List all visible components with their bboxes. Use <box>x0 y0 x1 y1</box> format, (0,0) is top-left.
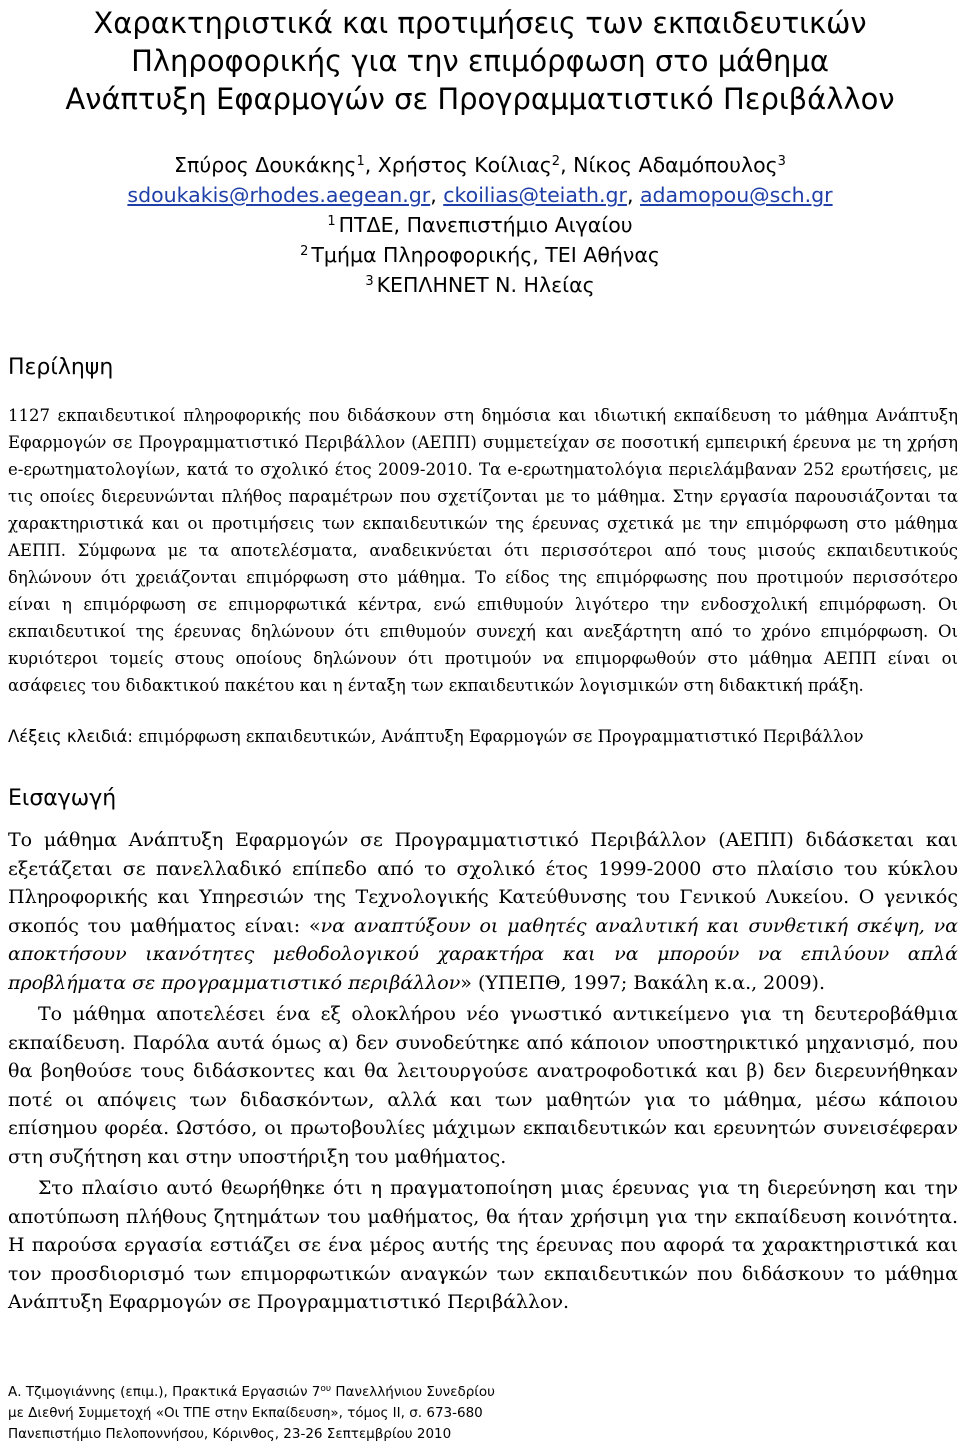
intro-paragraph-2: Το μάθημα αποτελέσει ένα εξ ολοκλήρου νέο γνωστικό αντικείμενο για τη δευτεροβάθμια εκπαίδευση. Παρόλα αυτά όμως α) δεν συνοδεύτηκε από κάποιον υποστηρικτικό μηχανισμό, που θα βοηθούσε τους διδάσκοντες και θα λειτουργούσε ανατροφοδοτικά και β) δεν διερευνήθηκαν ποτέ οι απόψεις των διδασκόντων, αλλά και των μαθητών για το μάθημα, μέσω κάποιου επίσημου φορέα. Ωστόσο, οι πρωτοβουλίες μάχιμων εκπαιδευτικών και ερευνητών συνεισέφεραν στη συζήτηση και στην υποστήριξη του μαθήματος. <box>8 1003 958 1168</box>
introduction-heading: Εισαγωγή <box>8 786 117 811</box>
footer-ordinal: ου <box>320 1384 332 1394</box>
author-name: Νίκος Αδαμόπουλος <box>573 153 778 177</box>
affiliation-mark: 3 <box>365 274 374 289</box>
affiliation-text: ΚΕΠΛΗΝΕΤ Ν. Ηλείας <box>376 273 595 297</box>
paper-title <box>0 4 960 118</box>
title-line: Χαρακτηριστικά και προτιμήσεις των εκπαιδευτικών <box>93 6 867 40</box>
abstract-text: 1127 εκπαιδευτικοί πληροφορικής που διδάσκουν στη δημόσια και ιδιωτική εκπαίδευση το μάθημα Ανάπτυξη Εφαρμογών σε Προγραμματιστικό Περιβάλλον (ΑΕΠΠ) συμμετείχαν σε ποσοτική εμπειρική έρευνα με τη χρήση e-ερωτηματολογίων, κατά το σχολικό έτος 2009-2010. Τα e-ερωτηματολόγια περιελάμβαναν 252 ερωτήσεις, με τις οποίες διερευνώνται πλήθος παραμέτρων που σχετίζονται με το μάθημα. Στην εργασία παρουσιάζονται τα χαρακτηριστικά και οι προτιμήσεις των εκπαιδευτικών της έρευνας σχετικά με την επιμόρφωση στο μάθημα ΑΕΠΠ. Σύμφωνα με τα αποτελέσματα, αναδεικνύεται ότι περισσότεροι από τους μισούς εκπαιδευτικούς δηλώνουν ότι χρειάζονται επιμόρφωση στο μάθημα. Το είδος της επιμόρφωσης που προτιμούν περισσότερο είναι η επιμόρφωση σε επιμορφωτικά κέντρα, ενώ επιθυμούν λιγότερο την ενδοσχολική επιμόρφωση. Οι εκπαιδευτικοί της έρευνας δηλώνουν ότι επιθυμούν συνεχή και ανεξάρτητη από το χρόνο επιμόρφωση. Οι κυριότεροι τομείς στους οποίους δηλώνουν ότι προτιμούν να επιμορφωθούν στο μάθημα ΑΕΠΠ είναι οι ασάφειες του διδακτικού πακέτου και η ένταξη των εκπαιδευτικών λογισμικών στη διδακτική πράξη. <box>8 406 958 695</box>
keywords-label: Λέξεις κλειδιά: <box>8 727 133 746</box>
affiliation <box>0 210 960 240</box>
author-name: Σπύρος Δουκάκης <box>174 153 357 177</box>
proceedings-footer <box>8 1382 958 1445</box>
affiliation <box>0 270 960 300</box>
footer-line: με Διεθνή Συμμετοχή «Οι ΤΠΕ στην Εκπαίδευση», τόμος ΙΙ, σ. 673-680 <box>8 1405 483 1421</box>
keywords-line <box>8 723 958 750</box>
intro-paragraph-3: Στο πλαίσιο αυτό θεωρήθηκε ότι η πραγματοποίηση μιας έρευνας για τη διερεύνηση και την αποτύπωση πλήθους ζητημάτων του μαθήματος, θα ήταν χρήσιμη για την εκπαίδευση κοινότητα. Η παρούσα εργασία εστιάζει σε ένα μέρος αυτής της έρευνας που αφορά τα χαρακτηριστικά και τον προσδιορισμό των επιμορφωτικών αναγκών των εκπαιδευτικών που διδάσκουν το μάθημα Ανάπτυξη Εφαρμογών σε Προγραμματιστικό Περιβάλλον. <box>8 1177 958 1313</box>
abstract-heading: Περίληψη <box>8 355 114 380</box>
intro-p1-citation: » (ΥΠΕΠΘ, 1997; Βακάλη κ.α., 2009). <box>460 971 825 994</box>
author-block <box>0 150 960 300</box>
author-separator: , <box>364 153 378 177</box>
author-emails <box>0 180 960 210</box>
affiliation-text: Τμήμα Πληροφορικής, ΤΕΙ Αθήνας <box>311 243 660 267</box>
title-line: Πληροφορικής για την επιμόρφωση στο μάθημα <box>131 44 829 78</box>
author-names <box>0 150 960 180</box>
footer-line: Πανεπιστήμιο Πελοποννήσου, Κόρινθος, 23-26 Σεπτεμβρίου 2010 <box>8 1426 452 1442</box>
intro-p1-text: Το μάθημα Ανάπτυξη Εφαρμογών σε Προγραμματιστικό Περιβάλλον (ΑΕΠΠ) διδάσκεται και εξετάζεται σε πανελλαδικό επίπεδο από το σχολικό έτος 1999-2000 στο πλαίσιο του κύκλου Πληροφορικής και Υπηρεσιών της Τεχνολογικής Κατεύθυνσης του Γενικού Λυκείου. Ο γενικός σκοπός του μαθήματος είναι: « <box>8 829 958 937</box>
author-affiliation-mark: 3 <box>777 154 786 169</box>
intro-paragraph-1 <box>8 826 958 997</box>
author-name: Χρήστος Κοίλιας <box>377 153 552 177</box>
author-affiliation-mark: 1 <box>356 154 365 169</box>
intro-p1-quote: να αναπτύξουν οι μαθητές αναλυτική και συνθετική σκέψη, να αποκτήσουν ικανότητες μεθοδολογικού χαρακτήρα και να μπορούν να επιλύουν απλά προβλήματα σε προγραμματιστικό περιβάλλον <box>8 914 958 994</box>
footer-line <box>8 1382 958 1403</box>
title-line: Ανάπτυξη Εφαρμογών σε Προγραμματιστικό Περιβάλλον <box>65 82 895 116</box>
affiliation-text: ΠΤΔΕ, Πανεπιστήμιο Αιγαίου <box>338 213 633 237</box>
author-separator: , <box>560 153 574 177</box>
email-separator: , <box>430 183 444 207</box>
affiliation-mark: 1 <box>327 214 336 229</box>
email-link[interactable]: ckoilias@teiath.gr <box>443 183 627 207</box>
email-separator: , <box>626 183 640 207</box>
keywords-text: επιμόρφωση εκπαιδευτικών, Ανάπτυξη Εφαρμογών σε Προγραμματιστικό Περιβάλλον <box>132 727 864 746</box>
email-link[interactable]: sdoukakis@rhodes.aegean.gr <box>127 183 431 207</box>
email-link[interactable]: adamopou@sch.gr <box>639 183 833 207</box>
author-affiliation-mark: 2 <box>551 154 561 169</box>
footer-line-1-start: Α. Τζιμογιάννης (επιμ.), Πρακτικά Εργασιών 7 <box>8 1384 321 1400</box>
affiliation <box>0 240 960 270</box>
affiliation-mark: 2 <box>300 244 309 259</box>
footer-line-1-end: Πανελλήνιου Συνεδρίου <box>331 1384 495 1400</box>
